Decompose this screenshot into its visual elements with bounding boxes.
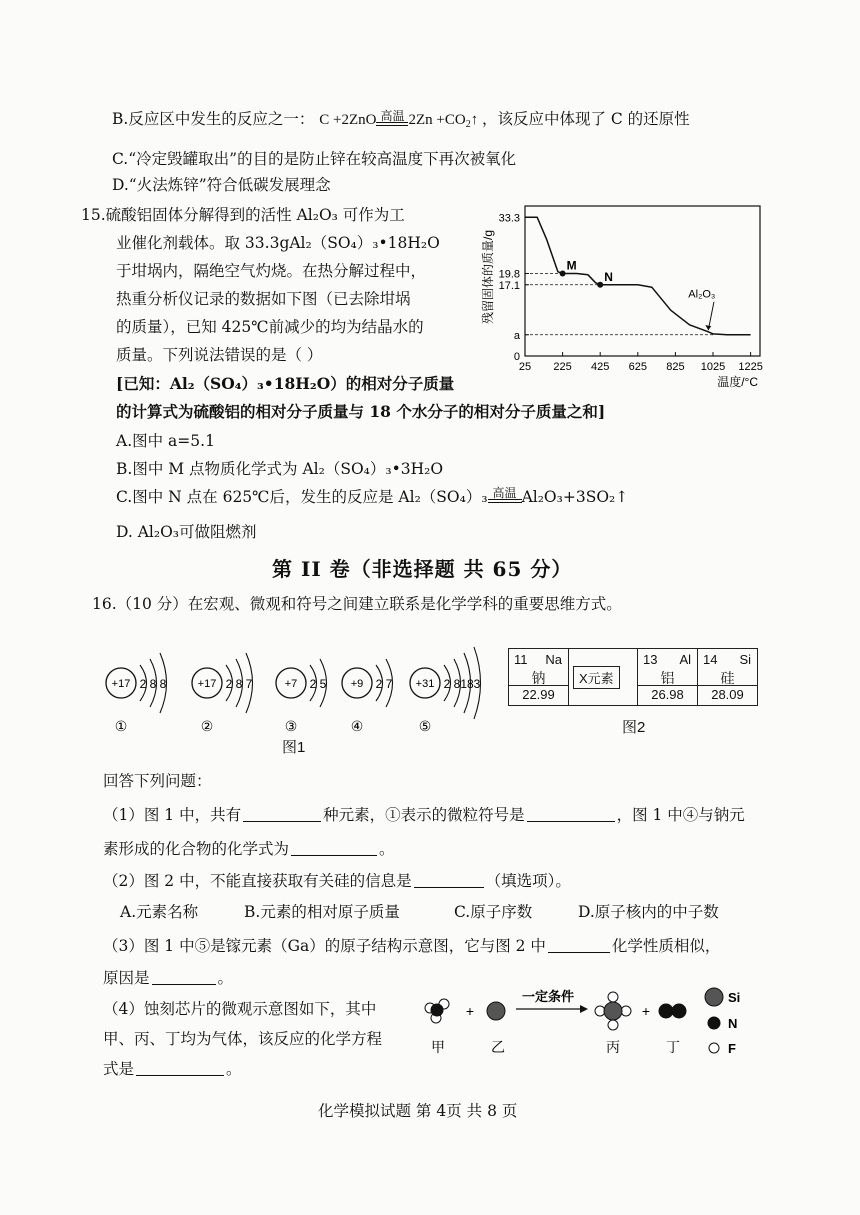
x-tick-label: 625 (628, 361, 647, 373)
x-axis-label: 温度/°C (717, 375, 758, 389)
q14-option-d: D.“火法炼锌”符合低碳发展理念 (112, 176, 331, 194)
electron-count: 2 (309, 677, 317, 691)
atom-number-label: ① (114, 718, 128, 734)
point-m (560, 271, 566, 277)
part4-line3: 式是 。 (103, 1060, 242, 1078)
etching-reaction-diagram (418, 980, 758, 1060)
product-label-ding: 丁 (666, 1039, 680, 1055)
element-cell-al: 13 Al 铝 26.98 (638, 649, 698, 706)
q15-option-d: D. Al₂O₃可做阻燃剂 (116, 523, 257, 541)
fluorine-atom (608, 1020, 618, 1030)
q14-option-c: C.“冷定毁罐取出”的目的是防止锌在较高温度下再次被氧化 (112, 150, 517, 168)
page-footer: 化学模拟试题 第 4页 共 8 页 (318, 1102, 518, 1120)
part1-line2: 素形成的化合物的化学式为 。 (103, 840, 395, 858)
al2o3-annotation: Al₂O₃ (688, 288, 716, 301)
reaction-arrowhead (580, 1005, 588, 1013)
electron-count: 8 (149, 677, 157, 691)
y-axis-label: 残留固体的质量/g (481, 229, 495, 324)
q15-note-line1: [已知：Al₂（SO₄）₃•18H₂O）的相对分子质量 (116, 374, 455, 393)
q15-option-c: C.图中 N 点在 625℃后，发生的反应是 Al₂（SO₄）₃ 高温 Al₂O₃+3SO₂↑ (116, 486, 629, 506)
answer-blank-element-count[interactable] (243, 805, 321, 822)
atom-diagram-2 (192, 653, 253, 734)
electron-count: 3 (473, 677, 481, 691)
fluorine-atom (608, 992, 618, 1002)
atom-number-label: ② (200, 718, 214, 734)
reactant-label-jia: 甲 (431, 1039, 445, 1055)
legend-atom-n (708, 1017, 720, 1029)
part1-line1: （1）图 1 中，共有 种元素，①表示的微粒符号是 ，图 1 中④与钠元 (103, 806, 745, 824)
electron-count: 2 (225, 677, 233, 691)
nitrogen-atom (672, 1004, 686, 1018)
section-title: 第 II 卷（非选择题 共 65 分） (272, 557, 573, 581)
element-cell-si: 14 Si 硅 28.09 (698, 649, 758, 706)
product-label-bing: 丙 (606, 1039, 620, 1055)
electron-count: 2 (443, 677, 451, 691)
y-tick-label: 33.3 (498, 212, 520, 225)
plus-sign: + (641, 1003, 651, 1019)
electron-count: 18 (460, 677, 474, 691)
electron-count: 5 (319, 677, 327, 691)
x-tick-label: 1225 (738, 361, 763, 373)
legend-atom-si (705, 988, 723, 1006)
electron-count: 7 (245, 677, 253, 691)
figure-1-caption: 图1 (282, 739, 306, 756)
silicon-atom (487, 1002, 505, 1020)
atom-diagram-5 (410, 647, 481, 734)
part4-line1: （4）蚀刻芯片的微观示意图如下，其中 (103, 1000, 377, 1018)
x-tick-label: 825 (666, 361, 685, 373)
figure-2-caption: 图2 (622, 719, 646, 736)
q15-stem-line1: 15.硫酸铝固体分解得到的活性 Al₂O₃ 可作为工 (81, 206, 405, 224)
silicon-atom (604, 1002, 622, 1020)
q14-equation: C +2ZnO 高温 $2Zn +CO_2↑$ (319, 109, 479, 130)
atom-number-label: ③ (284, 718, 298, 734)
atom-diagram-3 (276, 659, 327, 734)
nitrogen-atom (431, 1004, 443, 1016)
plus-sign: + (465, 1003, 475, 1019)
answer-intro: 回答下列问题： (103, 772, 212, 790)
atom-number-label: ⑤ (418, 718, 432, 734)
part2-options: A.元素名称 B.元素的相对原子质量 C.原子序数 D.原子核内的中子数 (120, 903, 719, 921)
nitrogen-atom (659, 1004, 673, 1018)
nucleus-charge: +17 (111, 678, 131, 690)
element-cell-na: 11 Na 钠 22.99 (509, 649, 569, 706)
x-tick-label: 425 (591, 361, 610, 373)
reaction-condition: 一定条件 (521, 989, 575, 1004)
electron-count: 8 (453, 677, 461, 691)
x-tick-label: 1025 (700, 361, 726, 373)
q15-stem-line2: 业催化剂载体。取 33.3gAl₂（SO₄）₃•18H₂O (116, 234, 440, 252)
point-n (597, 282, 603, 288)
y-tick-label: 0 (513, 351, 520, 363)
nucleus-charge: +7 (284, 678, 298, 690)
legend-label: Si (728, 990, 741, 1005)
atom-number-label: ④ (350, 718, 364, 734)
electron-count: 2 (139, 677, 147, 691)
legend-label: N (728, 1016, 738, 1031)
q14-option-b: B.反应区中发生的反应之一： C +2ZnO 高温 $2Zn +CO_2↑$ ，该反应中体现了 C 的还原性 (112, 109, 690, 130)
q15-stem-line3: 于坩埚内，隔绝空气灼烧。在热分解过程中， (116, 262, 427, 280)
mass-loss-curve (525, 217, 751, 334)
element-cell-x: X元素 (569, 649, 638, 706)
y-tick-label: 17.1 (498, 279, 520, 292)
answer-blank-particle-symbol[interactable] (527, 805, 615, 822)
legend-label: F (728, 1041, 736, 1056)
part3-line1: （3）图 1 中⑤是镓元素（Ga）的原子结构示意图，它与图 2 中 化学性质相似， (103, 937, 721, 955)
x-tick-label: 225 (553, 361, 572, 373)
q15-note-line2: 的计算式为硫酸铝的相对分子质量与 18 个水分子的相对分子质量之和] (116, 402, 606, 421)
electron-count: 8 (235, 677, 243, 691)
electron-count: 8 (159, 677, 167, 691)
answer-blank-similar-element[interactable] (548, 936, 610, 953)
legend-atom-f (709, 1043, 719, 1053)
electron-count: 2 (375, 677, 383, 691)
part4-line2: 甲、丙、丁均为气体，该反应的化学方程 (103, 1030, 383, 1048)
part3-line2: 原因是 。 (103, 969, 234, 987)
point-label: N (604, 269, 613, 284)
atom-diagram-4 (342, 659, 393, 734)
annotation-arrowhead (705, 325, 711, 330)
chart-frame (525, 206, 760, 356)
nucleus-charge: +17 (197, 678, 217, 690)
q15-stem-line6: 质量。下列说法错误的是（ ） (116, 346, 323, 364)
q15-option-b: B.图中 M 点物质化学式为 Al₂（SO₄）₃•3H₂O (116, 460, 444, 478)
electron-count: 7 (385, 677, 393, 691)
q16-stem: 16.（10 分）在宏观、微观和符号之间建立联系是化学学科的重要思维方式。 (92, 595, 622, 613)
x-tick-label: 25 (518, 361, 532, 373)
y-tick-label: 19.8 (498, 268, 520, 281)
periodic-table-fragment (508, 648, 758, 706)
atom-diagram-1 (106, 653, 167, 734)
nucleus-charge: +31 (415, 678, 435, 690)
y-tick-label: a (513, 329, 520, 342)
point-label: M (566, 258, 577, 273)
reactant-label-yi: 乙 (491, 1039, 505, 1055)
part2-line: （2）图 2 中，不能直接获取有关硅的信息是 （填选项）。 (103, 872, 571, 890)
answer-blank-reason[interactable] (152, 968, 216, 985)
thermogravimetric-chart (470, 196, 770, 400)
q15-stem-line5: 的质量），已知 425℃前减少的均为结晶水的 (116, 318, 424, 336)
answer-blank-compound-formula[interactable] (291, 839, 377, 856)
answer-blank-chemical-equation[interactable] (136, 1059, 224, 1076)
q15-option-a: A.图中 a=5.1 (116, 432, 215, 450)
answer-blank-silicon-info[interactable] (414, 871, 484, 888)
nucleus-charge: +9 (350, 678, 364, 690)
q15-stem-line4: 热重分析仪记录的数据如下图（已去除坩埚 (116, 290, 411, 308)
